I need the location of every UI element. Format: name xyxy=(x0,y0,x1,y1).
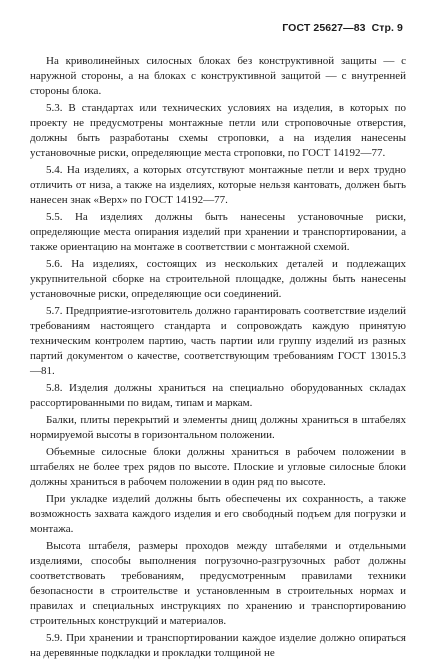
standard-number: ГОСТ 25627—83 xyxy=(282,22,366,34)
page-number: Стр. 9 xyxy=(371,22,403,34)
paragraph: Балки, плиты перекрытий и элементы днищ должны храниться в штабелях нормируемой высоты в горизонтальном положении. xyxy=(30,414,406,441)
paragraph: Объемные силосные блоки должны храниться в рабочем положении в штабелях не более трех рядов по высоте. Плоские и угловые силосные блоки должны храниться в рабочем положении в один ряд по высоте. xyxy=(30,446,406,488)
paragraph: 5.8. Изделия должны храниться на специально оборудованных складах рассортированными по видам, типам и маркам. xyxy=(30,382,406,409)
paragraph: 5.5. На изделиях должны быть нанесены установочные риски, определяющие места опирания изделий при хранении и транспортировании, а также ориентацию на монтаже в соответствии с монтажной схемой. xyxy=(30,211,406,253)
paragraph: Высота штабеля, размеры проходов между штабелями и отдельными изделиями, способы выполнения погрузочно-разгрузочных работ должны соответствовать требованиям, предусмотренным правилами техники безопасности в строительстве и установленным в строительных нормах и правилах и специальных инструкциях по хранению и транспортированию строительных конструкций и материалов. xyxy=(30,540,406,627)
paragraph: При укладке изделий должны быть обеспечены их сохранность, а также возможность захвата каждого изделия и его свободный подъем для погрузки и монтажа. xyxy=(30,493,406,535)
paragraph: 5.3. В стандартах или технических условиях на изделия, в которых по проекту не предусмотрены монтажные петли или строповочные отверстия, должны быть разработаны схемы строповки, а на изделия нанесены установочные риски, определяющие места строповки, по ГОСТ 14192—77. xyxy=(30,102,406,159)
paragraph: На криволинейных силосных блоках без конструктивной защиты — с наружной стороны, а на блоках с конструктивной защитой — с внутренней стороны блока. xyxy=(30,55,406,97)
paragraph: 5.9. При хранении и транспортировании каждое изделие должно опираться на деревянные подкладки и прокладки толщиной не xyxy=(30,632,406,659)
paragraph: 5.4. На изделиях, а которых отсутствуют монтажные петли и верх трудно отличить от низа, а также на изделиях, которые нельзя кантовать, должен быть нанесен знак «Верх» по ГОСТ 14192—77. xyxy=(30,164,406,206)
document-body xyxy=(30,54,406,661)
paragraph: 5.7. Предприятие-изготовитель должно гарантировать соответствие изделий требованиям настоящего стандарта и сопровождать каждую принятую техническим контролем партию, часть партии или группу изделий из разных партий документом о качестве, соответствующим требованиям ГОСТ 13015.3—81. xyxy=(30,305,406,377)
paragraph: 5.6. На изделиях, состоящих из нескольких деталей и подлежащих укрупнительной сборке на строительной площадке, должны быть нанесены установочные риски, определяющие оси соединений. xyxy=(30,258,406,300)
page-header xyxy=(282,22,403,34)
